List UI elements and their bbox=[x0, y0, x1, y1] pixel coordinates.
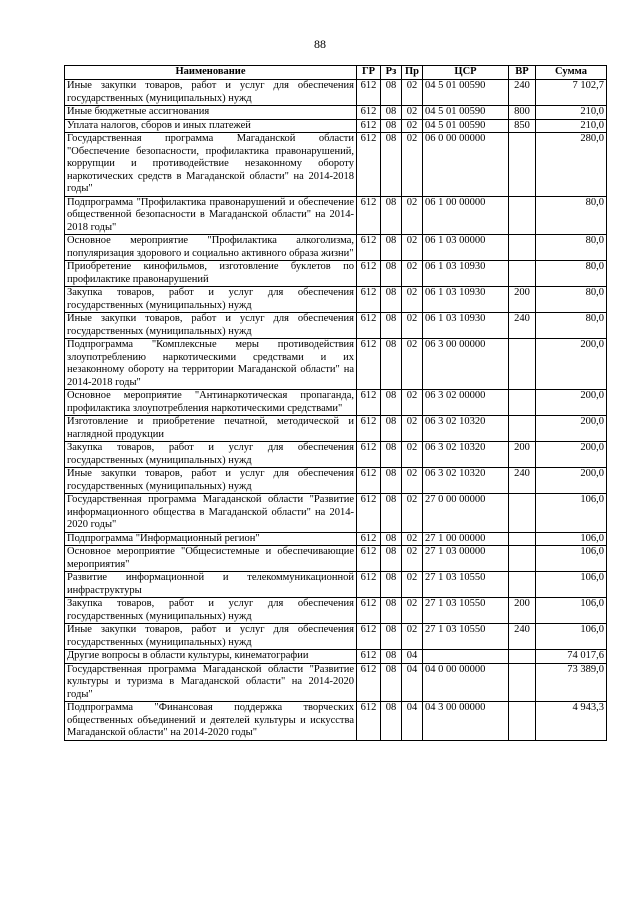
row-name: Подпрограмма "Комплексные меры противодействия злоупотреблению наркотическими средствами и их незаконному обороту на территории Магаданской области" на 2014-2018 годы" bbox=[65, 339, 357, 390]
row-vr bbox=[509, 133, 536, 197]
row-sum: 80,0 bbox=[536, 235, 607, 261]
row-rz: 08 bbox=[381, 416, 402, 442]
row-gr: 612 bbox=[357, 339, 381, 390]
row-name: Основное мероприятие "Профилактика алкоголизма, популяризация здорового и социально активного образа жизни" bbox=[65, 235, 357, 261]
row-pr: 02 bbox=[402, 624, 423, 650]
row-sum: 106,0 bbox=[536, 546, 607, 572]
table-row bbox=[65, 80, 607, 106]
row-pr: 02 bbox=[402, 598, 423, 624]
row-name: Государственная программа Магаданской области "Обеспечение безопасности, профилактика правонарушений, коррупции и противодействие незаконному обороту наркотических средств в Магаданской области" на 2014-2018 годы" bbox=[65, 133, 357, 197]
row-pr: 04 bbox=[402, 702, 423, 741]
row-rz: 08 bbox=[381, 442, 402, 468]
row-pr: 02 bbox=[402, 546, 423, 572]
row-vr: 240 bbox=[509, 313, 536, 339]
table-row bbox=[65, 650, 607, 664]
row-csr bbox=[423, 650, 509, 664]
row-vr bbox=[509, 390, 536, 416]
row-gr: 612 bbox=[357, 196, 381, 235]
row-pr: 02 bbox=[402, 442, 423, 468]
row-rz: 08 bbox=[381, 80, 402, 106]
row-gr: 612 bbox=[357, 442, 381, 468]
row-sum: 106,0 bbox=[536, 532, 607, 546]
row-sum: 210,0 bbox=[536, 119, 607, 133]
table-row bbox=[65, 624, 607, 650]
row-sum: 74 017,6 bbox=[536, 650, 607, 664]
row-name: Основное мероприятие "Общесистемные и обеспечивающие мероприятия" bbox=[65, 546, 357, 572]
table-row bbox=[65, 442, 607, 468]
row-pr: 02 bbox=[402, 313, 423, 339]
row-sum: 4 943,3 bbox=[536, 702, 607, 741]
row-gr: 612 bbox=[357, 390, 381, 416]
row-vr bbox=[509, 702, 536, 741]
row-pr: 02 bbox=[402, 468, 423, 494]
row-vr: 200 bbox=[509, 442, 536, 468]
row-sum: 80,0 bbox=[536, 287, 607, 313]
row-vr bbox=[509, 532, 536, 546]
row-gr: 612 bbox=[357, 261, 381, 287]
row-name: Закупка товаров, работ и услуг для обеспечения государственных (муниципальных) нужд bbox=[65, 287, 357, 313]
row-sum: 106,0 bbox=[536, 494, 607, 533]
row-vr: 240 bbox=[509, 80, 536, 106]
header-pr: Пр bbox=[402, 66, 423, 80]
table-row bbox=[65, 494, 607, 533]
row-gr: 612 bbox=[357, 546, 381, 572]
row-name: Подпрограмма "Финансовая поддержка творческих общественных объединений и деятелей культуры и искусства Магаданской области" на 2014-2020 годы" bbox=[65, 702, 357, 741]
row-rz: 08 bbox=[381, 106, 402, 120]
row-rz: 08 bbox=[381, 313, 402, 339]
row-csr: 04 0 00 00000 bbox=[423, 663, 509, 702]
table-row bbox=[65, 196, 607, 235]
table-row bbox=[65, 235, 607, 261]
row-name: Государственная программа Магаданской области "Развитие информационного общества в Магаданской области" на 2014-2020 годы" bbox=[65, 494, 357, 533]
row-name: Подпрограмма "Информационный регион" bbox=[65, 532, 357, 546]
table-row bbox=[65, 702, 607, 741]
row-csr: 04 5 01 00590 bbox=[423, 106, 509, 120]
row-vr: 200 bbox=[509, 287, 536, 313]
row-rz: 08 bbox=[381, 468, 402, 494]
row-pr: 02 bbox=[402, 287, 423, 313]
row-pr: 04 bbox=[402, 663, 423, 702]
row-rz: 08 bbox=[381, 261, 402, 287]
row-gr: 612 bbox=[357, 133, 381, 197]
table-header-row bbox=[65, 66, 607, 80]
row-pr: 02 bbox=[402, 572, 423, 598]
row-sum: 280,0 bbox=[536, 133, 607, 197]
row-vr: 200 bbox=[509, 598, 536, 624]
row-gr: 612 bbox=[357, 702, 381, 741]
row-rz: 08 bbox=[381, 119, 402, 133]
row-gr: 612 bbox=[357, 494, 381, 533]
row-name: Иные закупки товаров, работ и услуг для обеспечения государственных (муниципальных) нужд bbox=[65, 468, 357, 494]
table-row bbox=[65, 468, 607, 494]
row-gr: 612 bbox=[357, 416, 381, 442]
row-rz: 08 bbox=[381, 598, 402, 624]
row-sum: 7 102,7 bbox=[536, 80, 607, 106]
row-csr: 27 1 03 10550 bbox=[423, 598, 509, 624]
row-sum: 80,0 bbox=[536, 196, 607, 235]
row-vr: 850 bbox=[509, 119, 536, 133]
row-gr: 612 bbox=[357, 532, 381, 546]
row-name: Другие вопросы в области культуры, кинематографии bbox=[65, 650, 357, 664]
row-rz: 08 bbox=[381, 196, 402, 235]
row-csr: 06 3 02 00000 bbox=[423, 390, 509, 416]
row-name: Иные бюджетные ассигнования bbox=[65, 106, 357, 120]
row-rz: 08 bbox=[381, 339, 402, 390]
row-pr: 02 bbox=[402, 133, 423, 197]
row-csr: 06 3 00 00000 bbox=[423, 339, 509, 390]
row-gr: 612 bbox=[357, 598, 381, 624]
row-csr: 04 5 01 00590 bbox=[423, 80, 509, 106]
row-csr: 06 1 00 00000 bbox=[423, 196, 509, 235]
row-rz: 08 bbox=[381, 624, 402, 650]
row-gr: 612 bbox=[357, 313, 381, 339]
row-gr: 612 bbox=[357, 80, 381, 106]
row-csr: 27 1 03 00000 bbox=[423, 546, 509, 572]
row-pr: 02 bbox=[402, 494, 423, 533]
row-csr: 04 5 01 00590 bbox=[423, 119, 509, 133]
row-pr: 02 bbox=[402, 261, 423, 287]
row-pr: 02 bbox=[402, 416, 423, 442]
row-vr: 240 bbox=[509, 468, 536, 494]
table-row bbox=[65, 663, 607, 702]
header-gr: ГР bbox=[357, 66, 381, 80]
row-name: Развитие информационной и телекоммуникационной инфраструктуры bbox=[65, 572, 357, 598]
row-sum: 200,0 bbox=[536, 468, 607, 494]
row-vr bbox=[509, 650, 536, 664]
row-pr: 02 bbox=[402, 106, 423, 120]
row-csr: 27 1 03 10550 bbox=[423, 572, 509, 598]
table-row bbox=[65, 416, 607, 442]
row-name: Изготовление и приобретение печатной, методической и наглядной продукции bbox=[65, 416, 357, 442]
row-name: Иные закупки товаров, работ и услуг для обеспечения государственных (муниципальных) нужд bbox=[65, 624, 357, 650]
row-rz: 08 bbox=[381, 702, 402, 741]
row-csr: 06 3 02 10320 bbox=[423, 416, 509, 442]
row-gr: 612 bbox=[357, 287, 381, 313]
page-number: 88 bbox=[314, 37, 326, 51]
row-gr: 612 bbox=[357, 650, 381, 664]
row-sum: 106,0 bbox=[536, 598, 607, 624]
table-row bbox=[65, 532, 607, 546]
row-rz: 08 bbox=[381, 650, 402, 664]
row-name: Закупка товаров, работ и услуг для обеспечения государственных (муниципальных) нужд bbox=[65, 598, 357, 624]
row-pr: 02 bbox=[402, 339, 423, 390]
row-gr: 612 bbox=[357, 235, 381, 261]
table-body bbox=[65, 80, 607, 741]
row-sum: 80,0 bbox=[536, 261, 607, 287]
budget-table bbox=[64, 65, 607, 741]
row-name: Уплата налогов, сборов и иных платежей bbox=[65, 119, 357, 133]
row-name: Иные закупки товаров, работ и услуг для обеспечения государственных (муниципальных) нужд bbox=[65, 313, 357, 339]
row-vr bbox=[509, 546, 536, 572]
table-row bbox=[65, 572, 607, 598]
row-pr: 02 bbox=[402, 196, 423, 235]
header-name: Наименование bbox=[65, 66, 357, 80]
row-name: Иные закупки товаров, работ и услуг для обеспечения государственных (муниципальных) нужд bbox=[65, 80, 357, 106]
row-pr: 02 bbox=[402, 235, 423, 261]
row-rz: 08 bbox=[381, 390, 402, 416]
row-csr: 06 1 03 00000 bbox=[423, 235, 509, 261]
row-sum: 210,0 bbox=[536, 106, 607, 120]
row-name: Подпрограмма "Профилактика правонарушений и обеспечение общественной безопасности в Магаданской области" на 2014-2018 годы" bbox=[65, 196, 357, 235]
table-row bbox=[65, 119, 607, 133]
table-row bbox=[65, 598, 607, 624]
row-csr: 06 1 03 10930 bbox=[423, 313, 509, 339]
row-name: Основное мероприятие "Антинаркотическая пропаганда, профилактика злоупотребления наркотическими средствами" bbox=[65, 390, 357, 416]
header-vr: ВР bbox=[509, 66, 536, 80]
header-sum: Сумма bbox=[536, 66, 607, 80]
header-rz: Рз bbox=[381, 66, 402, 80]
row-csr: 06 0 00 00000 bbox=[423, 133, 509, 197]
row-vr: 800 bbox=[509, 106, 536, 120]
row-rz: 08 bbox=[381, 663, 402, 702]
row-sum: 200,0 bbox=[536, 339, 607, 390]
row-name: Приобретение кинофильмов, изготовление буклетов по профилактике правонарушений bbox=[65, 261, 357, 287]
table-row bbox=[65, 287, 607, 313]
table-row bbox=[65, 261, 607, 287]
row-gr: 612 bbox=[357, 624, 381, 650]
row-sum: 106,0 bbox=[536, 624, 607, 650]
row-csr: 06 1 03 10930 bbox=[423, 261, 509, 287]
row-csr: 27 1 00 00000 bbox=[423, 532, 509, 546]
table-row bbox=[65, 106, 607, 120]
row-rz: 08 bbox=[381, 133, 402, 197]
row-csr: 04 3 00 00000 bbox=[423, 702, 509, 741]
row-vr bbox=[509, 339, 536, 390]
row-rz: 08 bbox=[381, 546, 402, 572]
table-row bbox=[65, 133, 607, 197]
row-vr bbox=[509, 572, 536, 598]
row-csr: 06 3 02 10320 bbox=[423, 468, 509, 494]
row-vr: 240 bbox=[509, 624, 536, 650]
row-gr: 612 bbox=[357, 106, 381, 120]
row-vr bbox=[509, 261, 536, 287]
row-vr bbox=[509, 494, 536, 533]
table-row bbox=[65, 313, 607, 339]
table-row bbox=[65, 546, 607, 572]
row-rz: 08 bbox=[381, 494, 402, 533]
row-sum: 106,0 bbox=[536, 572, 607, 598]
row-sum: 200,0 bbox=[536, 390, 607, 416]
row-vr bbox=[509, 416, 536, 442]
table-row bbox=[65, 390, 607, 416]
row-gr: 612 bbox=[357, 663, 381, 702]
row-rz: 08 bbox=[381, 235, 402, 261]
row-pr: 04 bbox=[402, 650, 423, 664]
row-sum: 73 389,0 bbox=[536, 663, 607, 702]
row-vr bbox=[509, 235, 536, 261]
row-pr: 02 bbox=[402, 390, 423, 416]
row-vr bbox=[509, 196, 536, 235]
row-pr: 02 bbox=[402, 80, 423, 106]
row-vr bbox=[509, 663, 536, 702]
row-csr: 27 1 03 10550 bbox=[423, 624, 509, 650]
row-rz: 08 bbox=[381, 532, 402, 546]
row-csr: 27 0 00 00000 bbox=[423, 494, 509, 533]
row-name: Закупка товаров, работ и услуг для обеспечения государственных (муниципальных) нужд bbox=[65, 442, 357, 468]
row-pr: 02 bbox=[402, 532, 423, 546]
row-gr: 612 bbox=[357, 119, 381, 133]
row-rz: 08 bbox=[381, 572, 402, 598]
row-gr: 612 bbox=[357, 572, 381, 598]
row-pr: 02 bbox=[402, 119, 423, 133]
row-sum: 200,0 bbox=[536, 442, 607, 468]
row-sum: 80,0 bbox=[536, 313, 607, 339]
row-name: Государственная программа Магаданской области "Развитие культуры и туризма в Магаданской области" на 2014-2020 годы" bbox=[65, 663, 357, 702]
table-row bbox=[65, 339, 607, 390]
header-csr: ЦСР bbox=[423, 66, 509, 80]
row-csr: 06 1 03 10930 bbox=[423, 287, 509, 313]
row-rz: 08 bbox=[381, 287, 402, 313]
row-sum: 200,0 bbox=[536, 416, 607, 442]
row-csr: 06 3 02 10320 bbox=[423, 442, 509, 468]
row-gr: 612 bbox=[357, 468, 381, 494]
